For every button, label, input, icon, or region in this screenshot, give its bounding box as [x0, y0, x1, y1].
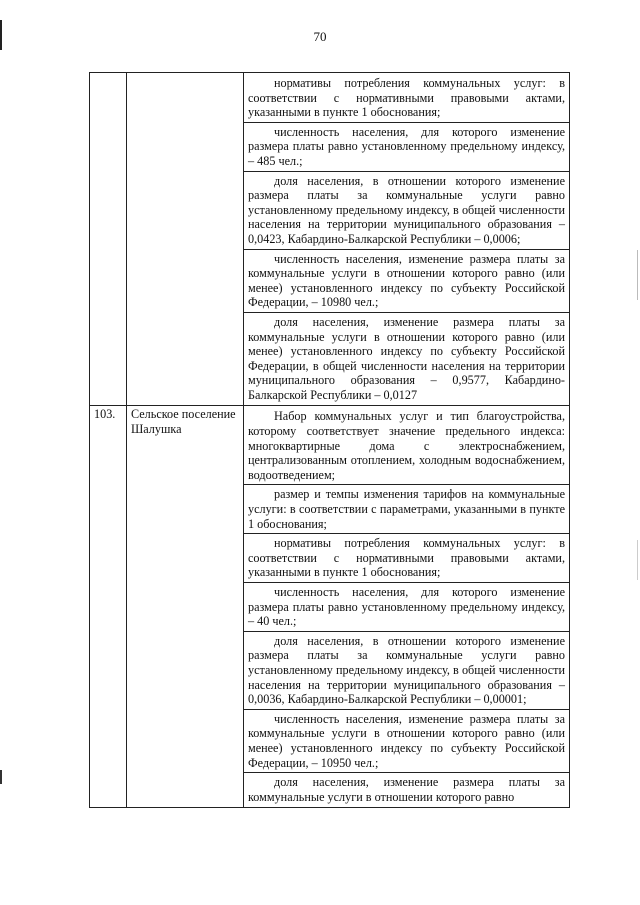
- scan-edge-mark: [637, 540, 638, 580]
- justification-paragraph: численность населения, для которого изменение размера платы равно установленному предельному индексу, – 40 чел.;: [244, 582, 569, 631]
- justification-paragraph: нормативы потребления коммунальных услуг: в соответствии с нормативными правовыми актами, указанными в пункте 1 обоснования;: [244, 533, 569, 582]
- justification-cell: [244, 73, 570, 406]
- row-number: 103.: [90, 406, 127, 808]
- justification-paragraph: доля населения, изменение размера платы за коммунальные услуги в отношении которого равно: [244, 772, 569, 806]
- settlement-name: Сельское поселение Шалушка: [127, 406, 244, 808]
- justification-paragraph: численность населения, для которого изменение размера платы равно установленному предельному индексу, – 485 чел.;: [244, 122, 569, 171]
- justification-cell: [244, 406, 570, 808]
- page-number: 70: [313, 29, 327, 44]
- justification-paragraph: нормативы потребления коммунальных услуг: в соответствии с нормативными правовыми актами, указанными в пункте 1 обоснования;: [248, 76, 565, 120]
- justification-paragraph: доля населения, изменение размера платы за коммунальные услуги в отношении которого равно (или менее) установленного индексу по субъекту Российской Федерации, в общей численности населения на территории муниципального образования – 0,9577, Кабардино-Балкарской Республики – 0,0127: [244, 312, 569, 405]
- scan-edge-mark: [637, 250, 638, 300]
- table-body: [90, 73, 570, 808]
- justification-paragraph: доля населения, в отношении которого изменение размера платы за коммунальные услуги равно установленному предельному индексу, в общей численности населения на территории муниципального образования – 0,0423, Кабардино-Балкарской Республики – 0,0006;: [244, 171, 569, 249]
- justification-paragraph: доля населения, в отношении которого изменение размера платы за коммунальные услуги равно установленному предельному индексу, в общей численности населения на территории муниципального образования – 0,0036, Кабардино-Балкарской Республики – 0,00001;: [244, 631, 569, 709]
- justification-paragraph: размер и темпы изменения тарифов на коммунальные услуги: в соответствии с параметрами, указанными в пункте 1 обоснования;: [244, 484, 569, 533]
- settlement-name: [127, 73, 244, 406]
- justification-paragraph: Набор коммунальных услуг и тип благоустройства, которому соответствует значение предельного индекса: многоквартирные дома с электроснабжением, централизованным отоплением, холодным водоснабжением, водоотведением;: [248, 409, 565, 482]
- table-row: [90, 406, 570, 808]
- justification-paragraph: численность населения, изменение размера платы за коммунальные услуги в отношении которого равно (или менее) установленного индексу по субъекту Российской Федерации, – 10980 чел.;: [244, 249, 569, 312]
- scan-edge-mark: [0, 770, 2, 784]
- justification-table: [89, 72, 570, 808]
- table-row: [90, 73, 570, 406]
- row-number: [90, 73, 127, 406]
- justification-paragraph: численность населения, изменение размера платы за коммунальные услуги в отношении которого равно (или менее) установленного индексу по субъекту Российской Федерации, – 10950 чел.;: [244, 709, 569, 772]
